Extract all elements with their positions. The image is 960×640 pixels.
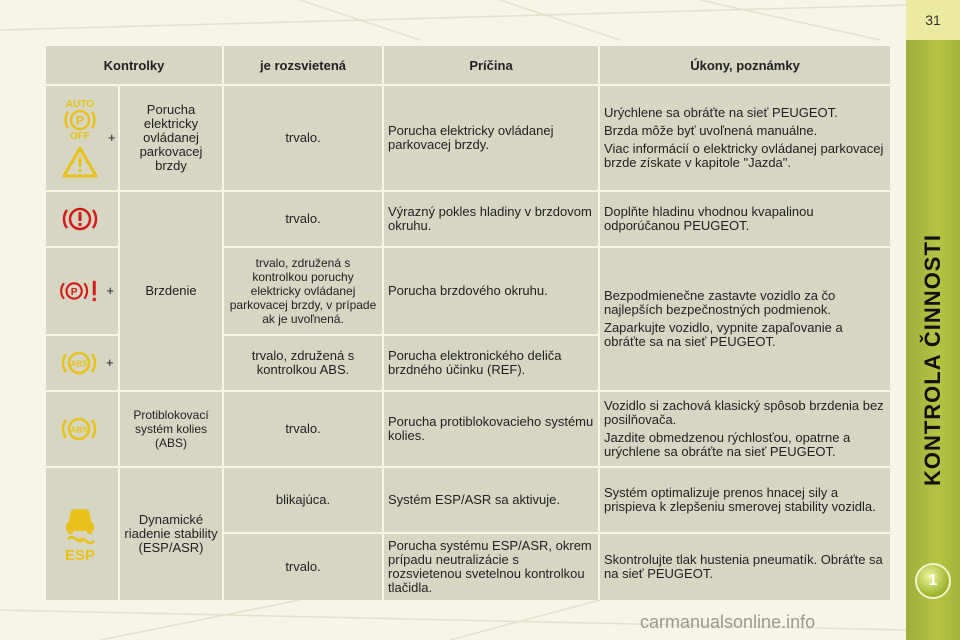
svg-text:ABS: ABS <box>70 425 88 435</box>
chapter-badge: 1 <box>915 563 951 599</box>
parking-brake-state: trvalo. <box>224 86 382 190</box>
abs-actions <box>600 392 890 466</box>
brake-level-cause: Výrazný pokles hladiny v brzdovom okruhu. <box>384 192 598 246</box>
abs-name: Protiblokovací systém kolies (ABS) <box>120 392 222 466</box>
header-actions: Úkony, poznámky <box>600 46 890 84</box>
chapter-title <box>906 160 960 560</box>
auto-parking-brake-icon <box>58 98 102 140</box>
esp-fixed-state: trvalo. <box>224 534 382 600</box>
page-number: 31 <box>906 0 960 40</box>
parking-brake-fault-icon <box>58 276 100 306</box>
header-cause: Príčina <box>384 46 598 84</box>
brake-shared-actions <box>600 248 890 390</box>
parking-brake-actions <box>600 86 890 190</box>
brake-abs-icon-cell <box>46 336 118 390</box>
esp-blink-state: blikajúca. <box>224 468 382 532</box>
abs-icon <box>58 414 100 444</box>
action-line: Zaparkujte vozidlo, vypnite zapaľovanie a obráťte sa na sieť PEUGEOT. <box>604 320 843 349</box>
abs-icon <box>58 348 100 378</box>
esp-fixed-action: Skontrolujte tlak hustenia pneumatík. Obráťte sa na sieť PEUGEOT. <box>600 534 890 600</box>
table-row <box>46 86 890 190</box>
chapter-title-text: KONTROLA ČINNOSTI <box>920 233 945 487</box>
brake-group-name: Brzdenie <box>120 192 222 390</box>
svg-text:ESP: ESP <box>64 547 96 563</box>
esp-blink-cause: Systém ESP/ASR sa aktivuje. <box>384 468 598 532</box>
esp-icon <box>58 505 102 563</box>
action-line: Jazdite obmedzenou rýchlosťou, opatrne a urýchlene sa obráťte na sieť PEUGEOT. <box>604 430 851 459</box>
warning-triangle-icon <box>62 146 98 178</box>
svg-text:P: P <box>75 113 85 128</box>
abs-icon-cell <box>46 392 118 466</box>
abs-state: trvalo. <box>224 392 382 466</box>
abs-cause: Porucha protiblokovacieho systému kolies. <box>384 392 598 466</box>
plus-sign: + <box>106 355 114 370</box>
brake-warning-icon <box>58 203 102 235</box>
table-row <box>46 392 890 466</box>
table-header-row <box>46 46 890 84</box>
brake-abs-state: trvalo, združená s kontrolkou ABS. <box>224 336 382 390</box>
brake-abs-cause: Porucha elektronického deliča brzdného účinku (REF). <box>384 336 598 390</box>
brake-parking-icons-cell <box>46 248 118 334</box>
svg-text:OFF: OFF <box>70 131 90 140</box>
brake-level-state: trvalo. <box>224 192 382 246</box>
parking-brake-icons-cell <box>46 86 118 190</box>
brake-warning-icon-cell <box>46 192 118 246</box>
action-line: Viac informácií o elektricky ovládanej parkovacej brzde získate v kapitole "Jazda". <box>604 141 884 170</box>
svg-text:AUTO: AUTO <box>65 99 95 110</box>
table-row <box>46 192 890 246</box>
svg-text:ABS: ABS <box>70 359 88 369</box>
table-row <box>46 468 890 532</box>
header-state: je rozsvietená <box>224 46 382 84</box>
brake-parking-state: trvalo, združená s kontrolkou poruchy elektricky ovládanej parkovacej brzdy, v prípade ak je uvoľnená. <box>224 248 382 334</box>
action-line: Brzda môže byť uvoľnená manuálne. <box>604 123 818 138</box>
parking-brake-cause: Porucha elektricky ovládanej parkovacej brzdy. <box>384 86 598 190</box>
plus-sign: + <box>108 130 116 145</box>
warning-lights-table <box>44 44 892 602</box>
esp-blink-action: Systém optimalizuje prenos hnacej sily a prispieva k zlepšeniu smerovej stability vozidla. <box>600 468 890 532</box>
action-line: Bezpodmienečne zastavte vozidlo za čo najlepších bezpečnostných podmienok. <box>604 288 836 317</box>
parking-brake-name: Porucha elektricky ovládanej parkovacej brzdy <box>120 86 222 190</box>
action-line: Urýchlene sa obráťte na sieť PEUGEOT. <box>604 105 838 120</box>
svg-text:P: P <box>70 286 78 298</box>
plus-sign: + <box>106 283 114 298</box>
brake-parking-cause: Porucha brzdového okruhu. <box>384 248 598 334</box>
watermark: carmanualsonline.info <box>640 612 816 632</box>
brake-level-action: Doplňte hladinu vhodnou kvapalinou odporúčanou PEUGEOT. <box>600 192 890 246</box>
esp-name: Dynamické riadenie stability (ESP/ASR) <box>120 468 222 600</box>
esp-icon-cell <box>46 468 118 600</box>
esp-fixed-cause: Porucha systému ESP/ASR, okrem prípadu neutralizácie s rozsvietenou svetelnou kontrolkou tlačidla. <box>384 534 598 600</box>
action-line: Vozidlo si zachová klasický spôsob brzdenia bez posilňovača. <box>604 398 884 427</box>
header-kontrolky: Kontrolky <box>46 46 222 84</box>
